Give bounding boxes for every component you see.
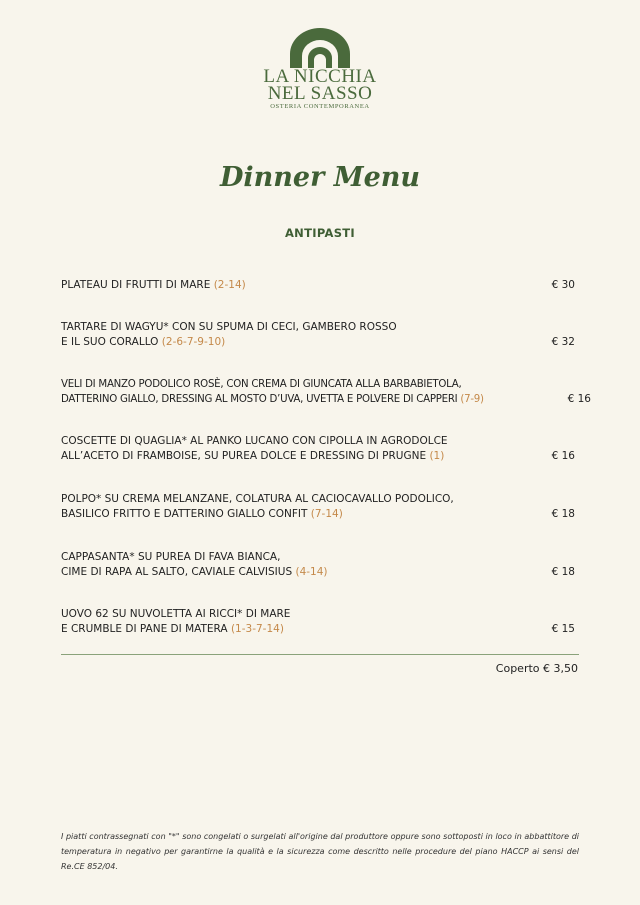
menu-item-line: E CRUMBLE DI PANE DI MATERA [61,623,228,635]
divider [61,654,579,655]
menu-item-price: € 18 [551,508,575,520]
allergen-codes: (1-3-7-14) [230,623,284,635]
menu-item-line: POLPO* SU CREMA MELANZANE, COLATURA AL CACIOCAVALLO PODOLICO, [61,493,454,505]
menu-item-price: € 16 [551,450,575,462]
menu-item [61,607,577,637]
menu-title: Dinner Menu [219,162,421,193]
menu-item-description [61,492,549,522]
allergen-codes: (2-6-7-9-10) [161,336,226,348]
menu-item-line: CAPPASANTA* SU PUREA DI FAVA BIANCA, [61,551,281,563]
menu-item-price: € 18 [551,566,575,578]
menu-item [61,320,577,350]
menu-item [61,492,577,522]
menu-item-description [61,377,581,407]
menu-item-description [61,320,549,350]
allergen-codes: (1) [429,450,445,462]
allergen-codes: (7-14) [310,508,343,520]
menu-item-description [61,550,549,580]
menu-item-line: CIME DI RAPA AL SALTO, CAVIALE CALVISIUS [61,566,293,578]
section-title: ANTIPASTI [284,226,356,240]
allergen-codes: (2-14) [213,279,246,291]
menu-item-price: € 15 [551,623,575,635]
menu-item [61,434,577,464]
menu-item-description [61,607,549,637]
cover-charge: Coperto € 3,50 [495,662,578,675]
menu-item-price: € 30 [551,279,575,291]
brand-name-line1: LA NICCHIA [263,66,377,87]
menu-item-line: BASILICO FRITTO E DATTERINO GIALLO CONFIT [61,508,308,520]
brand-name-line2: NEL SASSO [267,83,373,104]
menu-item-line: E IL SUO CORALLO [61,336,159,348]
menu-item-line: VELI DI MANZO PODOLICO ROSÈ, CON CREMA DI GIUNCATA ALLA BARBABIETOLA, [61,379,462,390]
arch-niche-icon [288,28,352,68]
menu-item [61,278,577,293]
menu-item-line: COSCETTE DI QUAGLIA* AL PANKO LUCANO CON CIPOLLA IN AGRODOLCE [61,435,448,447]
menu-item-line: PLATEAU DI FRUTTI DI MARE [61,279,211,291]
brand-tagline: OSTERIA CONTEMPORANEA [270,103,370,110]
menu-item-line: DATTERINO GIALLO, DRESSING AL MOSTO D’UVA, UVETTA E POLVERE DI CAPPERI [61,394,458,405]
frozen-food-footnote: I piatti contrassegnati con "*" sono congelati o surgelati all'origine dal produttore oppure sono sottoposti in loco in abbattitore di temperatura in negativo per garantirne la qualità e la sicurezza come descritto nelle procedure del piano HACCP ai sensi del Re.CE 852/04. [61,832,579,871]
menu-item-description [61,434,549,464]
menu-item-line: UOVO 62 SU NUVOLETTA AI RICCI* DI MARE [61,608,291,620]
menu-item [61,377,591,407]
menu-item [61,550,577,580]
restaurant-logo [0,28,640,110]
menu-item-line: ALL’ACETO DI FRAMBOISE, SU PUREA DOLCE E DRESSING DI PRUGNE [61,450,427,462]
menu-item-line: TARTARE DI WAGYU* CON SU SPUMA DI CECI, GAMBERO ROSSO [61,321,397,333]
menu-item-price: € 32 [551,336,575,348]
allergen-codes: (7-9) [460,394,484,405]
menu-item-description [61,278,549,293]
allergen-codes: (4-14) [295,566,328,578]
menu-item-price: € 16 [567,393,591,405]
